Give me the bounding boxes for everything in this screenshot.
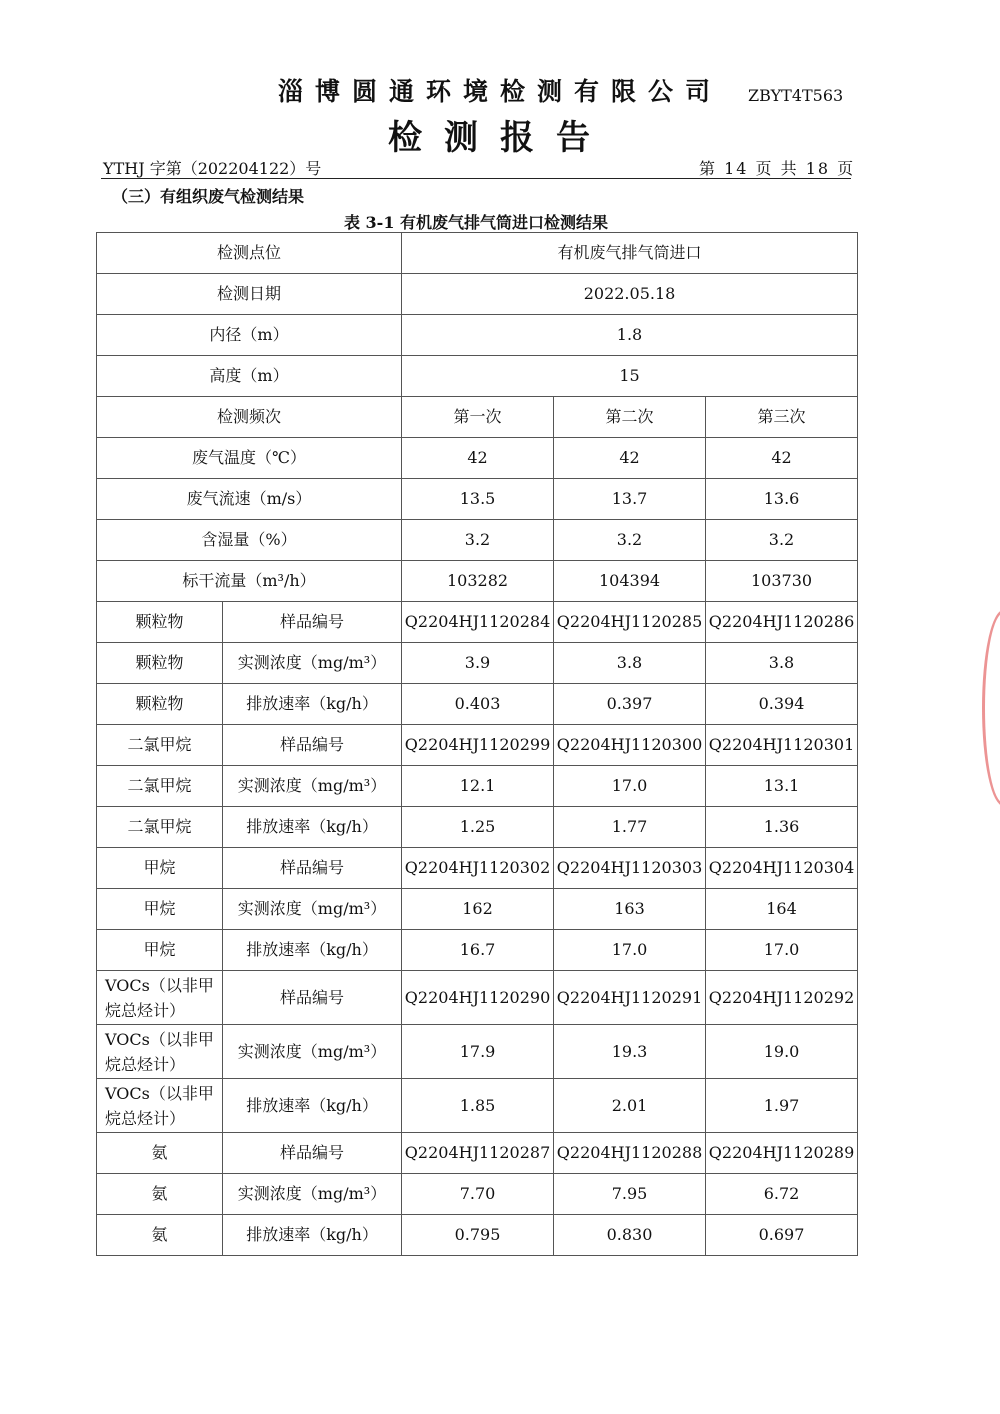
item-cell: 甲烷 [97, 848, 223, 889]
metric-cell: 实测浓度（mg/m³） [223, 1174, 402, 1215]
value-cell: Q2204HJ1120286 [706, 602, 858, 643]
table-row [97, 397, 858, 438]
value-cell: 6.72 [706, 1174, 858, 1215]
value-cell: Q2204HJ1120290 [402, 971, 554, 1025]
item-cell: 氨 [97, 1133, 223, 1174]
table-row [97, 1133, 858, 1174]
value-cell: 3.2 [554, 520, 706, 561]
table-row [97, 520, 858, 561]
table-row [97, 438, 858, 479]
metric-cell: 实测浓度（mg/m³） [223, 1025, 402, 1079]
value-cell: 3.9 [402, 643, 554, 684]
value-cell: 13.5 [402, 479, 554, 520]
item-cell: VOCs（以非甲烷总烃计） [97, 1079, 223, 1133]
value-cell: 1.25 [402, 807, 554, 848]
label-cell: 检测频次 [97, 397, 402, 438]
document-code: ZBYT4T563 [748, 86, 844, 105]
section-title: （三）有组织废气检测结果 [112, 187, 305, 206]
page-number: 第 14 页 共 18 页 [699, 159, 856, 178]
table-caption: 表 3-1 有机废气排气筒进口检测结果 [343, 213, 609, 232]
value-cell: 7.70 [402, 1174, 554, 1215]
value-cell: Q2204HJ1120287 [402, 1133, 554, 1174]
value-cell: 0.830 [554, 1215, 706, 1256]
value-cell: 19.0 [706, 1025, 858, 1079]
value-cell: 42 [554, 438, 706, 479]
metric-cell: 实测浓度（mg/m³） [223, 889, 402, 930]
header-divider [101, 178, 851, 179]
table-row [97, 971, 858, 1025]
value-cell: 3.2 [402, 520, 554, 561]
metric-cell: 样品编号 [223, 848, 402, 889]
header-cell: 第三次 [706, 397, 858, 438]
label-cell: 内径（m） [97, 315, 402, 356]
item-cell: 甲烷 [97, 889, 223, 930]
metric-cell: 样品编号 [223, 725, 402, 766]
metric-cell: 实测浓度（mg/m³） [223, 766, 402, 807]
value-cell: Q2204HJ1120303 [554, 848, 706, 889]
table-row [97, 1079, 858, 1133]
company-name: 淄博圆通环境检测有限公司 [277, 77, 722, 106]
value-cell: 2.01 [554, 1079, 706, 1133]
item-cell: 氨 [97, 1174, 223, 1215]
metric-cell: 排放速率（kg/h） [223, 930, 402, 971]
table-row [97, 274, 858, 315]
table-row [97, 602, 858, 643]
label-cell: 废气流速（m/s） [97, 479, 402, 520]
metric-cell: 排放速率（kg/h） [223, 807, 402, 848]
value-cell: 3.8 [706, 643, 858, 684]
value-cell: 164 [706, 889, 858, 930]
value-cell: 1.36 [706, 807, 858, 848]
table-row [97, 643, 858, 684]
table-row [97, 1174, 858, 1215]
results-table [96, 232, 858, 1256]
value-cell: 42 [402, 438, 554, 479]
value-cell: 有机废气排气筒进口 [402, 233, 858, 274]
value-cell: Q2204HJ1120302 [402, 848, 554, 889]
value-cell: Q2204HJ1120291 [554, 971, 706, 1025]
metric-cell: 样品编号 [223, 971, 402, 1025]
report-title: 检测报告 [388, 118, 612, 158]
metric-cell: 排放速率（kg/h） [223, 1215, 402, 1256]
label-cell: 检测日期 [97, 274, 402, 315]
item-cell: 颗粒物 [97, 602, 223, 643]
metric-cell: 实测浓度（mg/m³） [223, 643, 402, 684]
value-cell: 0.397 [554, 684, 706, 725]
value-cell: 17.9 [402, 1025, 554, 1079]
table-row [97, 725, 858, 766]
metric-cell: 样品编号 [223, 602, 402, 643]
value-cell: 12.1 [402, 766, 554, 807]
metric-cell: 排放速率（kg/h） [223, 1079, 402, 1133]
table-row [97, 356, 858, 397]
value-cell: Q2204HJ1120292 [706, 971, 858, 1025]
value-cell: 103730 [706, 561, 858, 602]
value-cell: Q2204HJ1120284 [402, 602, 554, 643]
value-cell: 3.2 [706, 520, 858, 561]
value-cell: 15 [402, 356, 858, 397]
value-cell: 0.394 [706, 684, 858, 725]
table-row [97, 848, 858, 889]
table-row [97, 561, 858, 602]
table-row [97, 889, 858, 930]
report-number: YTHJ 字第（202204122）号 [103, 159, 322, 178]
label-cell: 标干流量（m³/h） [97, 561, 402, 602]
value-cell: 7.95 [554, 1174, 706, 1215]
value-cell: 13.6 [706, 479, 858, 520]
value-cell: 163 [554, 889, 706, 930]
item-cell: 颗粒物 [97, 643, 223, 684]
item-cell: 二氯甲烷 [97, 725, 223, 766]
table-row [97, 315, 858, 356]
value-cell: 17.0 [554, 930, 706, 971]
value-cell: 17.0 [554, 766, 706, 807]
table-row [97, 807, 858, 848]
value-cell: 103282 [402, 561, 554, 602]
value-cell: 1.77 [554, 807, 706, 848]
value-cell: 0.403 [402, 684, 554, 725]
value-cell: 0.697 [706, 1215, 858, 1256]
table-row [97, 1025, 858, 1079]
item-cell: 二氯甲烷 [97, 807, 223, 848]
value-cell: 19.3 [554, 1025, 706, 1079]
value-cell: Q2204HJ1120300 [554, 725, 706, 766]
value-cell: Q2204HJ1120301 [706, 725, 858, 766]
label-cell: 高度（m） [97, 356, 402, 397]
value-cell: 17.0 [706, 930, 858, 971]
red-seal-stamp [982, 610, 1000, 806]
value-cell: 104394 [554, 561, 706, 602]
metric-cell: 样品编号 [223, 1133, 402, 1174]
item-cell: 颗粒物 [97, 684, 223, 725]
table-row [97, 930, 858, 971]
table-row [97, 479, 858, 520]
value-cell: 3.8 [554, 643, 706, 684]
label-cell: 含湿量（%） [97, 520, 402, 561]
value-cell: 162 [402, 889, 554, 930]
value-cell: 1.8 [402, 315, 858, 356]
value-cell: Q2204HJ1120288 [554, 1133, 706, 1174]
table-row [97, 684, 858, 725]
value-cell: 13.1 [706, 766, 858, 807]
item-cell: 二氯甲烷 [97, 766, 223, 807]
table-row [97, 233, 858, 274]
value-cell: 2022.05.18 [402, 274, 858, 315]
table-row [97, 766, 858, 807]
label-cell: 检测点位 [97, 233, 402, 274]
value-cell: Q2204HJ1120299 [402, 725, 554, 766]
item-cell: VOCs（以非甲烷总烃计） [97, 971, 223, 1025]
value-cell: Q2204HJ1120289 [706, 1133, 858, 1174]
value-cell: 1.97 [706, 1079, 858, 1133]
header-cell: 第一次 [402, 397, 554, 438]
item-cell: VOCs（以非甲烷总烃计） [97, 1025, 223, 1079]
value-cell: 13.7 [554, 479, 706, 520]
table-row [97, 1215, 858, 1256]
value-cell: 0.795 [402, 1215, 554, 1256]
value-cell: 1.85 [402, 1079, 554, 1133]
label-cell: 废气温度（℃） [97, 438, 402, 479]
header-cell: 第二次 [554, 397, 706, 438]
value-cell: Q2204HJ1120285 [554, 602, 706, 643]
metric-cell: 排放速率（kg/h） [223, 684, 402, 725]
item-cell: 甲烷 [97, 930, 223, 971]
value-cell: 16.7 [402, 930, 554, 971]
item-cell: 氨 [97, 1215, 223, 1256]
value-cell: Q2204HJ1120304 [706, 848, 858, 889]
value-cell: 42 [706, 438, 858, 479]
